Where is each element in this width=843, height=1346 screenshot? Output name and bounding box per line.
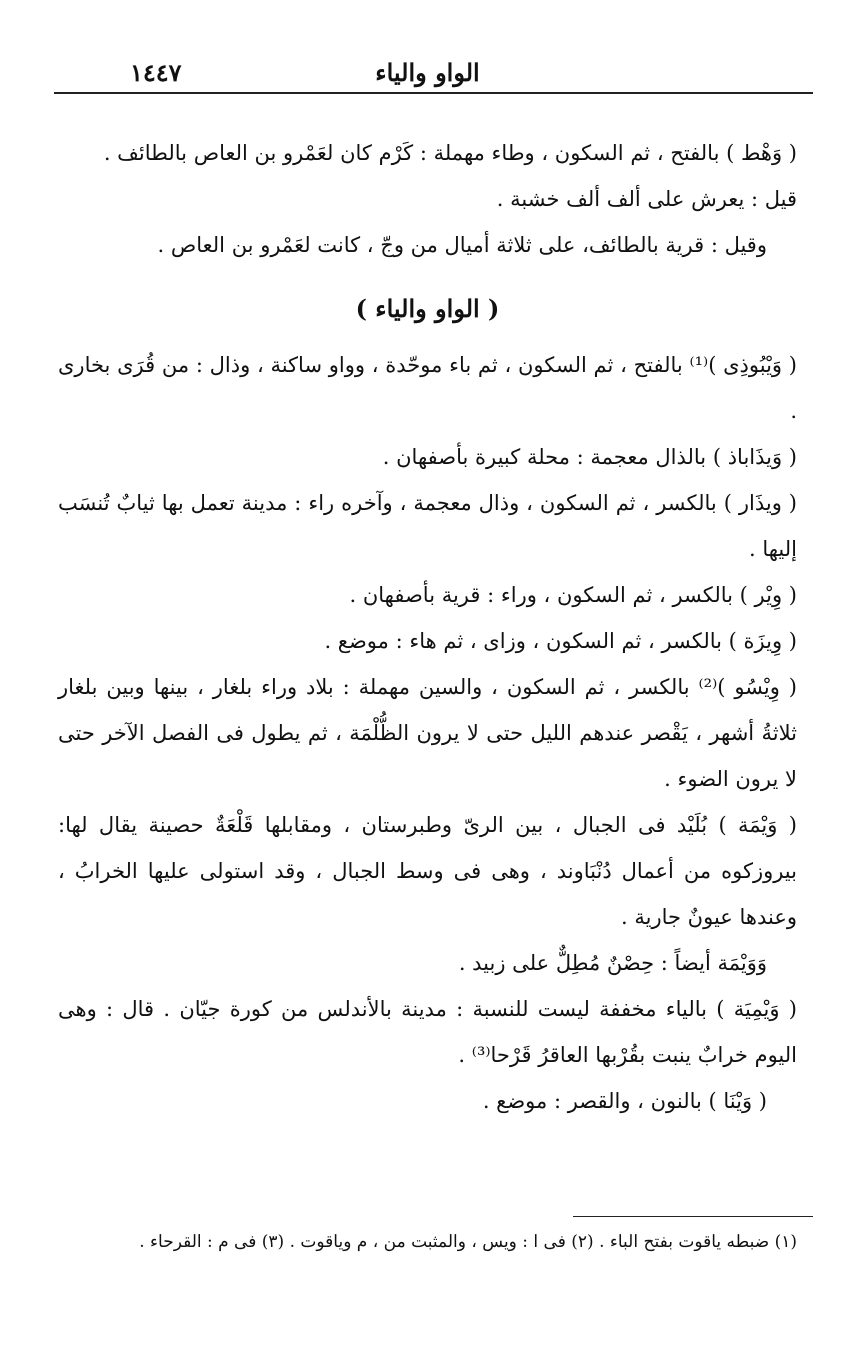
entry-wayma-2: وَوَيْمَة أيضاً : حِصْنٌ مُطِلٌّ على زبيد .	[458, 951, 767, 975]
page-header	[60, 58, 795, 92]
entry-waymiya: ( وَيْمِيَة ) بالياء مخففة ليست للنسبة : مدينة بالأندلس من كورة جيّان . قال : وهى اليوم خرابٌ ينبت بقُرْبها العاقرُ قَرْحا⁽³⁾ .	[58, 997, 797, 1067]
entry-wiza: ( وِيزَة ) بالكسر ، ثم السكون ، وزاى ، ثم هاء : موضع .	[324, 629, 797, 653]
header-rule	[54, 92, 813, 94]
footnotes: (١) ضبطه ياقوت بفتح الباء . (٢) فى ا : ويس ، والمثبت من ، م وياقوت . (٣) فى م : القرحاء .	[139, 1232, 797, 1252]
entry-wahat-note-2: وقيل : قرية بالطائف، على ثلاثة أميال من وجّ ، كانت لعَمْرو بن العاص .	[157, 233, 767, 257]
entry-wayma: ( وَيْمَة ) بُلَيْد فى الجبال ، بين الرىّ وطبرستان ، ومقابلها قَلْعَةٌ حصينة يقال لها: بيروزكوه من أعمال دُنْبَاوند ، وهى فى وسط الجبال ، وقد استولى عليها الخرابُ ، وعندها عيونٌ جارية .	[58, 813, 797, 929]
entry-waybudhi: ( وَيْبُوذِى )⁽¹⁾ بالفتح ، ثم السكون ، ثم باء موحّدة ، وواو ساكنة ، وذال : من قُرَى بخارى .	[58, 353, 797, 423]
entry-wahat: ( وَهْط ) بالفتح ، ثم السكون ، وطاء مهملة : كَرْم كان لعَمْرو بن العاص بالطائف .	[103, 141, 797, 165]
entry-waydhabadh: ( وَيذَاباذ ) بالذال معجمة : محلة كبيرة بأصفهان .	[382, 445, 797, 469]
footnote-rule	[573, 1216, 813, 1217]
entry-wisu: ( وِيْسُو )⁽²⁾ بالكسر ، ثم السكون ، والسين مهملة : بلاد وراء بلغار ، بينها وبين بلغار ثلاثةُ أشهر ، يَقْصر عندهم الليل حتى لا يرون الظُّلْمَة ، ثم يطول فى الفصل الآخر حتى لا يرون الضوء .	[58, 675, 797, 791]
page-body	[58, 130, 797, 1124]
section-title: ( الواو والياء )	[355, 294, 500, 323]
entry-waydhar: ( ويذَار ) بالكسر ، ثم السكون ، وذال معجمة ، وآخره راء : مدينة تعمل بها ثيابٌ تُنسَب إليها .	[58, 491, 797, 561]
entry-wayna: ( وَيْنَا ) بالنون ، والقصر : موضع .	[482, 1089, 767, 1113]
entry-wahat-note-1: قيل : يعرش على ألف ألف خشبة .	[496, 187, 797, 211]
page-number: ١٤٤٧	[130, 58, 182, 87]
running-title: الواو والياء	[375, 58, 480, 87]
entry-wir: ( وِيْر ) بالكسر ، ثم السكون ، وراء : قرية بأصفهان .	[349, 583, 797, 607]
